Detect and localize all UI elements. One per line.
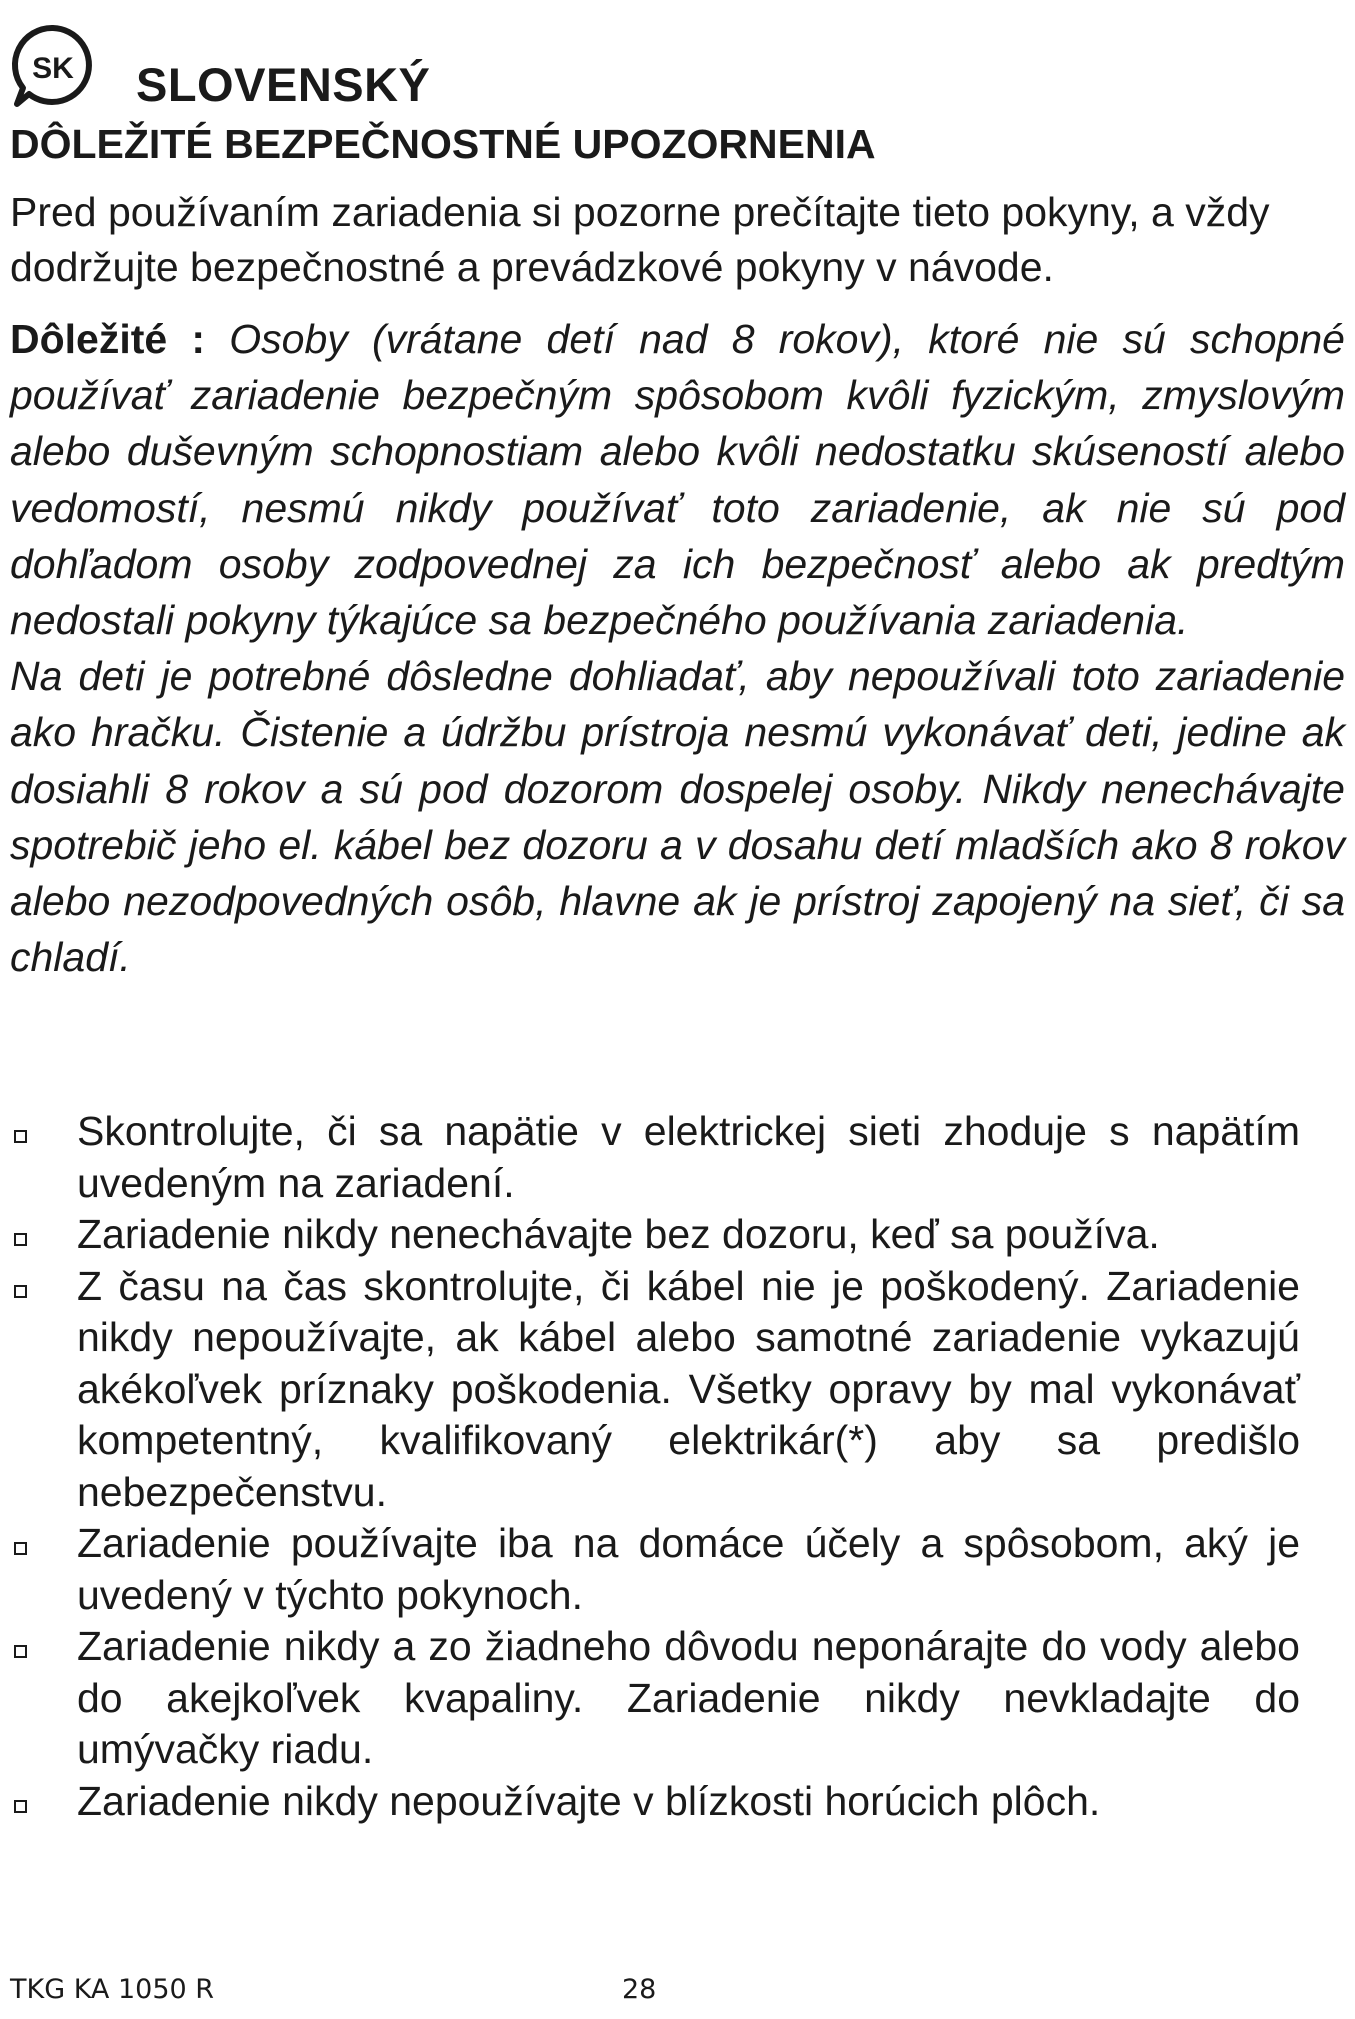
language-badge-icon [9, 22, 97, 110]
important-paragraph-2: Na deti je potrebné dôsledne dohliadať, aby nepoužívali toto zariadenie ako hračku. Čistenie a údržbu prístroja nesmú vykonávať deti, jedine ak dosiahli 8 rokov a sú pod dozorom dospelej osoby. Nikdy nenechávajte spotrebič jeho el. kábel bez dozoru a v dosahu detí mladších ako 8 rokov alebo nezodpovedných osôb, hlavne ak je prístroj zapojený na sieť, či sa chladí. [10, 653, 1345, 981]
list-item-text: Zariadenie nikdy a zo žiadneho dôvodu neponárajte do vody alebo do akejkoľvek kvapaliny. Zariadenie nikdy nevkladajte do umývačky riadu. [77, 1623, 1300, 1772]
list-item-text: Zariadenie nikdy nepoužívajte v blízkosti horúcich plôch. [77, 1777, 1101, 1824]
list-item-text: Skontrolujte, či sa napätie v elektrickej sieti zhoduje s napätím uvedeným na zariadení. [77, 1108, 1300, 1206]
list-item [10, 1621, 1300, 1776]
list-item [10, 1106, 1300, 1209]
language-title: SLOVENSKÝ [136, 58, 431, 111]
list-item-text: Zariadenie používajte iba na domáce účely a spôsobom, aký je uvedený v týchto pokynoch. [77, 1520, 1300, 1618]
list-item [10, 1518, 1300, 1621]
list-item-text: Zariadenie nikdy nenechávajte bez dozoru, keď sa používa. [77, 1211, 1160, 1257]
important-notice [10, 311, 1345, 985]
footer-page-number: 28 [622, 1974, 657, 2005]
safety-bullet-list [10, 1106, 1300, 1827]
checkbox-bullet-icon [14, 1285, 27, 1298]
list-item-text: Z času na čas skontrolujte, či kábel nie je poškodený. Zariadenie nikdy nepoužívajte, ak kábel alebo samotné zariadenie vykazujú akékoľvek príznaky poškodenia. Všetky opravy by mal vykonávať kompetentný, kvalifikovaný elektrikár(*) aby sa predišlo nebezpečenstvu. [77, 1262, 1300, 1515]
list-item [10, 1261, 1300, 1519]
checkbox-bullet-icon [14, 1233, 27, 1246]
section-title: DÔLEŽITÉ BEZPEČNOSTNÉ UPOZORNENIA [10, 121, 876, 167]
intro-paragraph: Pred používaním zariadenia si pozorne prečítajte tieto pokyny, a vždy dodržujte bezpečnostné a prevádzkové pokyny v návode. [10, 189, 1270, 290]
checkbox-bullet-icon [14, 1645, 27, 1658]
checkbox-bullet-icon [14, 1800, 27, 1813]
footer-model-number: TKG KA 1050 R [10, 1974, 215, 2005]
checkbox-bullet-icon [14, 1130, 27, 1143]
important-label: Dôležité : [10, 316, 206, 362]
list-item [10, 1776, 1300, 1828]
important-paragraph-1: Osoby (vrátane detí nad 8 rokov), ktoré nie sú schopné používať zariadenie bezpečným spôsobom kvôli fyzickým, zmyslovým alebo duševným schopnostiam alebo kvôli nedostatku skúseností alebo vedomostí, nesmú nikdy používať toto zariadenie, ak nie sú pod dohľadom osoby zodpovednej za ich bezpečnosť alebo ak predtým nedostali pokyny týkajúce sa bezpečného používania zariadenia. [10, 316, 1345, 644]
language-badge-code: SK [32, 52, 74, 85]
list-item [10, 1209, 1300, 1261]
checkbox-bullet-icon [14, 1542, 27, 1555]
